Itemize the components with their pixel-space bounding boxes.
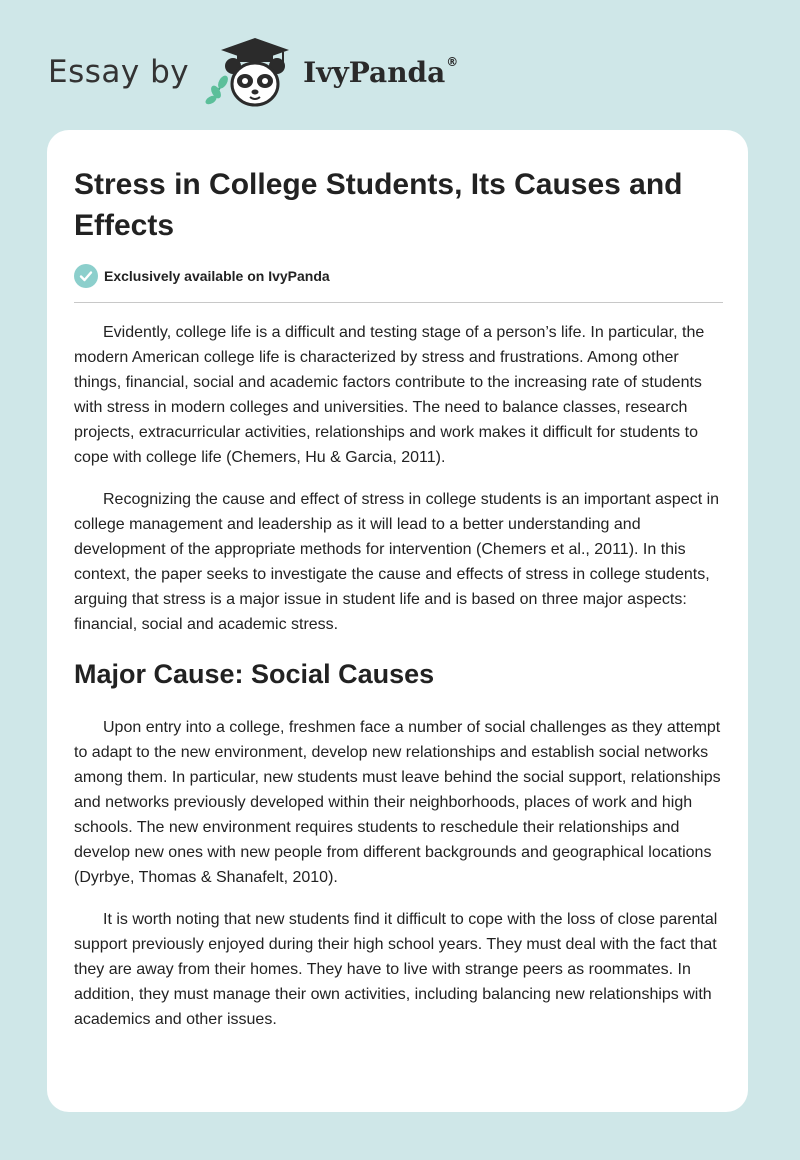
section-heading: Major Cause: Social Causes <box>74 659 435 689</box>
registered-mark: ® <box>446 55 459 69</box>
essay-card <box>47 130 748 1112</box>
brand-name[interactable]: IvyPanda® <box>303 55 459 89</box>
exclusive-text: Exclusively available on IvyPanda <box>104 268 330 284</box>
panda-graduate-icon[interactable] <box>203 36 299 108</box>
page-title: Stress in College Students, Its Causes and Effects <box>74 168 683 242</box>
divider <box>74 302 723 303</box>
paragraph: Recognizing the cause and effect of stress in college students is an important aspect in college management and leadership as it will lead to a better understanding and development of the appropriate methods for intervention (Chemers et al., 2011). In this context, the paper seeks to investigate the cause and effects of stress in college students, arguing that stress is a major issue in student life and is based on three major aspects: financial, social and academic stress. <box>74 491 720 633</box>
exclusive-badge <box>74 264 330 288</box>
site-header <box>48 36 458 108</box>
essay-by-label: Essay by <box>48 54 190 90</box>
paragraph: Upon entry into a college, freshmen face a number of social challenges as they attempt to adapt to the new environment, develop new relationships and establish social networks among them. In particular, new students must leave behind the social support, relationships and networks previously developed within their neighborhoods, places of work and high schools. The new environment requires students to reschedule their relationships and develop new ones with new people from different backgrounds and geographical locations (Dyrbye, Thomas & Shanafelt, 2010). <box>74 719 721 886</box>
check-circle-icon <box>74 264 98 288</box>
article-body <box>74 320 724 1049</box>
paragraph: Evidently, college life is a difficult and testing stage of a person’s life. In particular, the modern American college life is characterized by stress and frustrations. Among other things, financial, social and academic factors contribute to the increasing rate of students with stress in modern colleges and universities. The need to balance classes, research projects, extracurricular activities, relationships and work makes it difficult for students to cope with college life (Chemers, Hu & Garcia, 2011). <box>74 324 705 466</box>
paragraph: It is worth noting that new students find it difficult to cope with the loss of close parental support previously enjoyed during their high school years. They must deal with the fact that they are away from their homes. They have to live with strange peers as roommates. In addition, they must manage their own activities, including balancing new relationships with academics and other issues. <box>74 911 718 1028</box>
